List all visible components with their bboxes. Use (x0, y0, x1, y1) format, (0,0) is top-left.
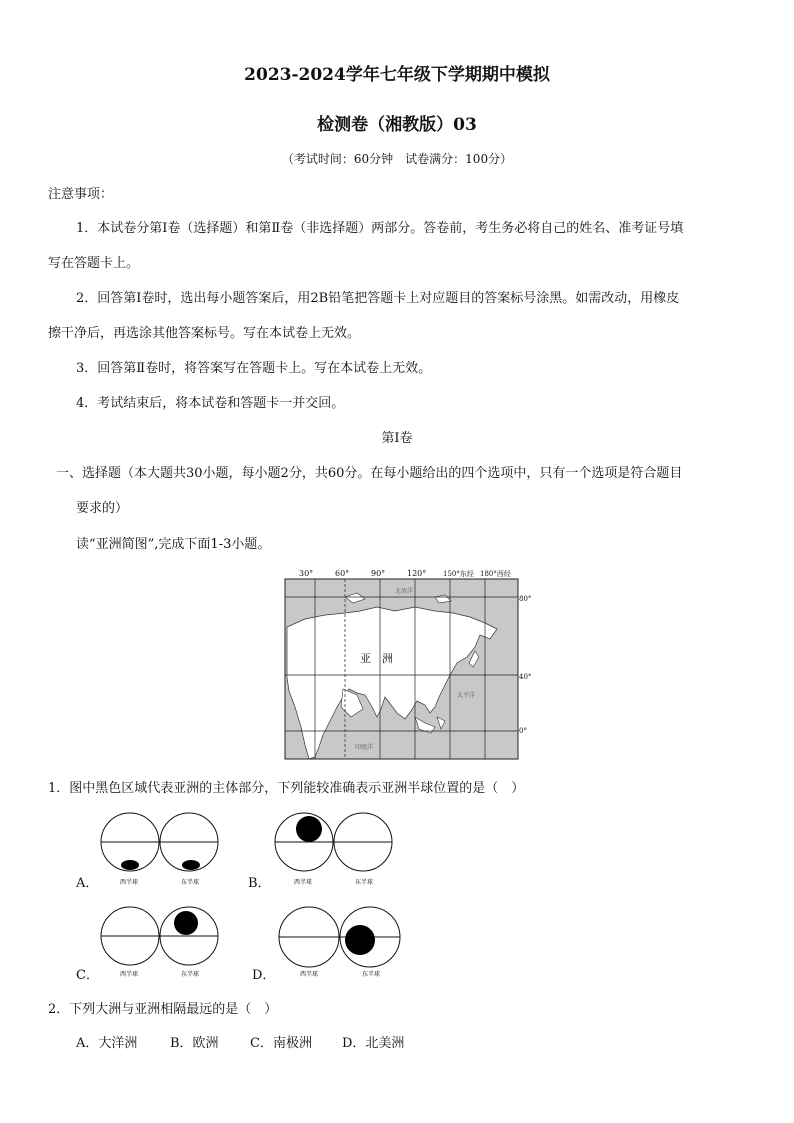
q1-option-c-label[interactable]: C． (76, 968, 99, 983)
lat-80: 80° (519, 595, 532, 603)
note-1-line1: 1．本试卷分第Ⅰ卷（选择题）和第Ⅱ卷（非选择题）两部分。答卷前，考生务必将自己的姓名、准考证号填 (76, 221, 684, 236)
q2-option-c[interactable]: C．南极洲 (250, 1036, 312, 1051)
q1-a-blob-west (121, 860, 139, 870)
volume-heading: 第Ⅰ卷 (381, 431, 413, 446)
q1-c-blob (174, 911, 198, 935)
q2-option-d[interactable]: D．北美洲 (342, 1036, 405, 1051)
q1-d-west-label: 西半球 (300, 971, 319, 978)
q1-c-east-label: 东半球 (181, 971, 200, 978)
q1-d-east-label: 东半球 (362, 971, 381, 978)
q1-option-c-figure (100, 905, 220, 985)
q1-a-east-label: 东半球 (181, 879, 200, 886)
lon-150: 150°东经 (443, 570, 474, 578)
q1-d-blob (345, 925, 375, 955)
note-1-line2: 写在答题卡上。 (48, 256, 140, 271)
q1-option-a-figure (100, 812, 220, 892)
exam-info: （考试时间：60分钟 试卷满分：100分） (281, 152, 513, 166)
lon-60: 60° (335, 569, 350, 578)
q1-c-west-label: 西半球 (120, 971, 139, 978)
lat-0: 0° (519, 727, 527, 735)
lat-40: 40° (519, 673, 532, 681)
q1-option-b-label[interactable]: B． (248, 876, 271, 891)
indian-ocean-label: 印度洋 (355, 744, 374, 751)
q2-stem: 2．下列大洲与亚洲相隔最远的是（ ） (48, 1002, 278, 1017)
q1-stem: 1．图中黑色区域代表亚洲的主体部分，下列能较准确表示亚洲半球位置的是（ ） (48, 781, 525, 796)
part-heading-line2: 要求的） (76, 501, 129, 516)
paper-title-line2: 检测卷（湘教版）03 (317, 115, 477, 135)
lon-30: 30° (299, 569, 314, 578)
q1-option-b-figure (274, 812, 394, 892)
lon-180: 180°西经 (480, 570, 511, 578)
q1-option-a-label[interactable]: A． (76, 876, 99, 891)
q1-b-blob (296, 816, 322, 842)
q2-option-a[interactable]: A．大洋洲 (76, 1036, 138, 1051)
note-2-line2: 擦干净后，再选涂其他答案标号。写在本试卷上无效。 (48, 326, 361, 341)
part-heading-line1: 一、选择题（本大题共30小题，每小题2分，共60分。在每小题给出的四个选项中，只有一个选项是符合题目 (56, 466, 683, 481)
read-prompt: 读“亚洲简图”,完成下面1-3小题。 (76, 537, 271, 552)
lon-90: 90° (371, 569, 386, 578)
notes-heading: 注意事项： (48, 187, 114, 202)
arctic-ocean-label: 北冰洋 (395, 588, 414, 595)
note-3: 3．回答第Ⅱ卷时，将答案写在答题卡上。写在本试卷上无效。 (76, 361, 432, 376)
q2-option-b[interactable]: B．欧洲 (170, 1036, 219, 1051)
q1-option-d-label[interactable]: D． (252, 968, 276, 983)
lon-120: 120° (407, 569, 427, 578)
q1-b-east-label: 东半球 (355, 879, 374, 886)
q1-a-blob-east (182, 860, 200, 870)
asia-map (285, 567, 530, 765)
note-2-line1: 2．回答第Ⅰ卷时，选出每小题答案后，用2B铅笔把答题卡上对应题目的答案标号涂黑。如需改动，用橡皮 (76, 291, 680, 306)
q1-option-d-figure (278, 905, 403, 985)
q1-a-west-label: 西半球 (120, 879, 139, 886)
q1-b-west-label: 西半球 (294, 879, 313, 886)
paper-title-line1: 2023-2024学年七年级下学期期中模拟 (244, 65, 550, 85)
note-4: 4．考试结束后，将本试卷和答题卡一并交回。 (76, 396, 345, 411)
asia-label: 亚 洲 (360, 652, 393, 665)
pacific-ocean-label: 太平洋 (457, 692, 476, 699)
